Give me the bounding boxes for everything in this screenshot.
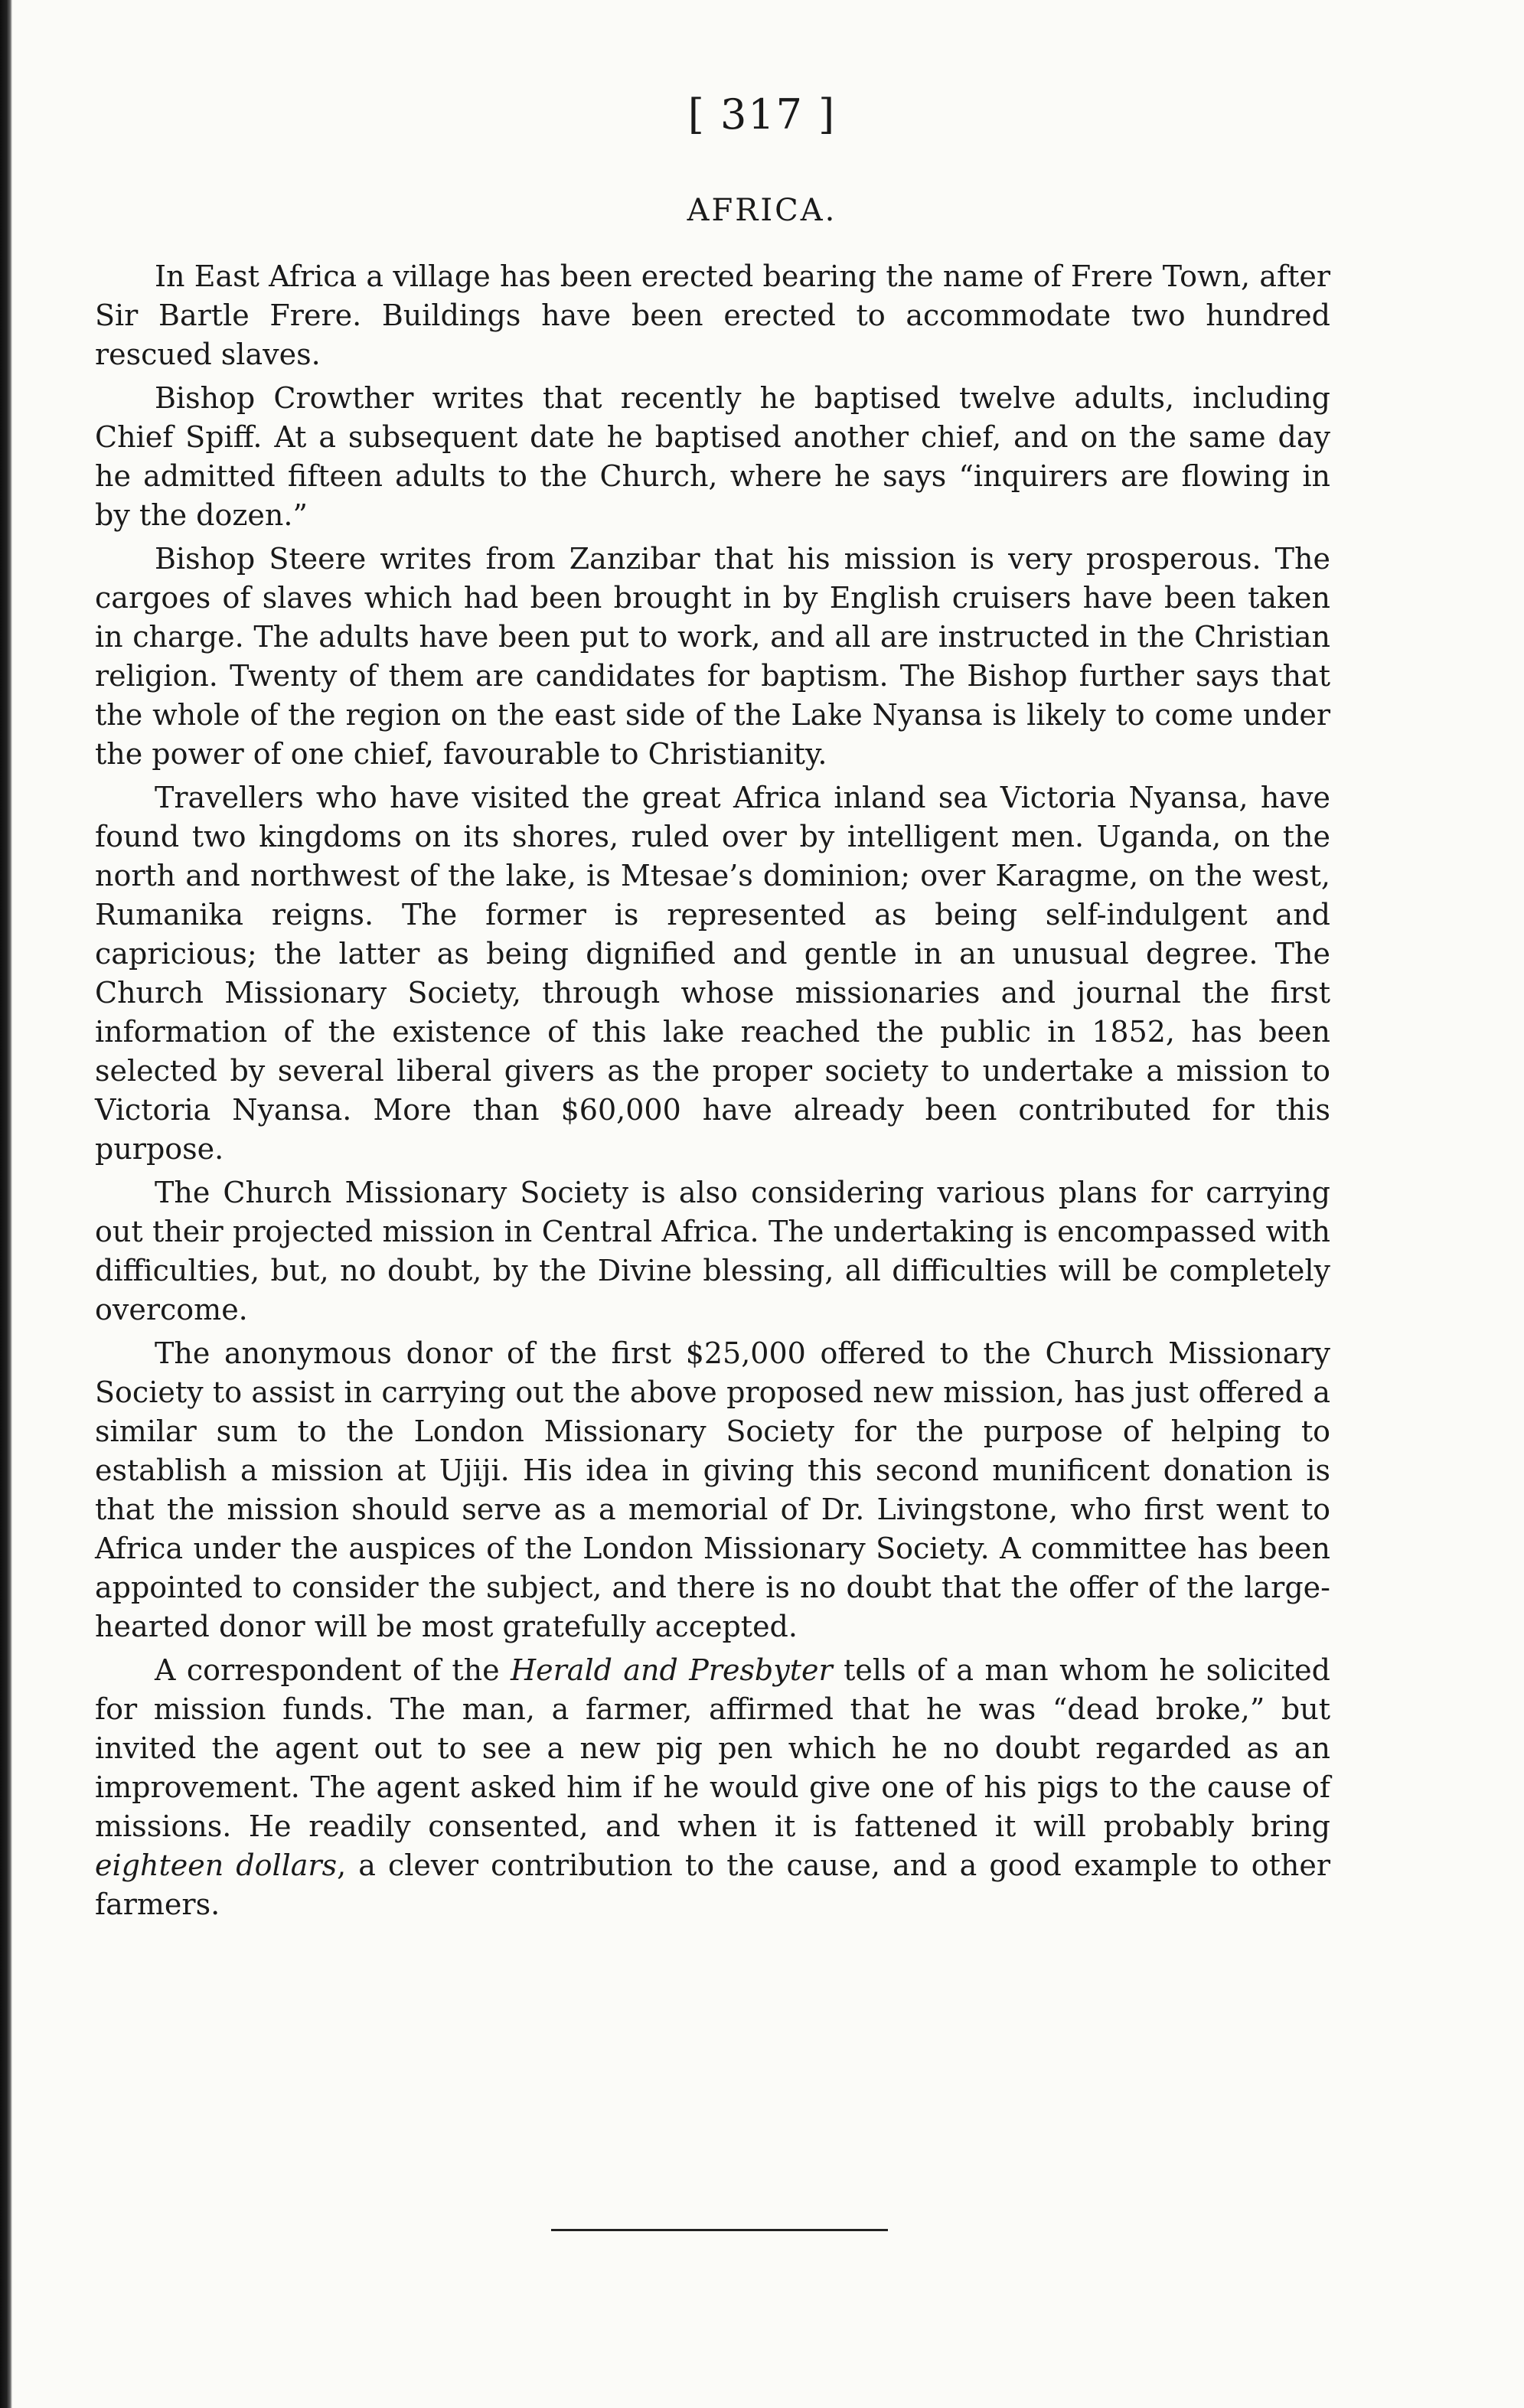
paragraph-frere-town: In East Africa a village has been erected bearing the name of Frere Town, after Sir Bartle Frere. Buildings have been erected to accommodate two hundred rescued slaves. (95, 259, 1330, 371)
journal-title: Herald and Presbyter (511, 1653, 833, 1687)
text-segment: , a clever contribution to the cause, and a good example to other farmers. (95, 1848, 1330, 1921)
text-segment: A correspondent of the (155, 1653, 511, 1687)
article-body (95, 257, 1330, 1924)
paragraph-central-africa-mission: The Church Missionary Society is also considering various plans for carrying out their projected mission in Central Africa. The undertaking is encompassed with difficulties, but, no doubt, by the Divine blessing, all difficulties will be completely overcome. (95, 1176, 1330, 1326)
paragraph-victoria-nyansa: Travellers who have visited the great Africa inland sea Victoria Nyansa, have found two kingdoms on its shores, ruled over by intelligent men. Uganda, on the north and northwest of the lake, is Mtesae’s dominion; over Karagme, on the west, Rumanika reigns. The former is represented as being self-indulgent and capricious; the latter as being dignified and gentle in an unusual degree. The Church Missionary Society, through whose missionaries and journal the first information of the existence of this lake reached the public in 1852, has been selected by several liberal givers as the proper society to undertake a mission to Victoria Nyansa. More than $60,000 have already been contributed for this purpose. (95, 781, 1330, 1166)
paragraph-pig-contribution (95, 1651, 1330, 1924)
section-title: AFRICA. (687, 193, 837, 228)
paragraph-anonymous-donor: The anonymous donor of the first $25,000 offered to the Church Missionary Society to assist in carrying out the above proposed new mission, has just offered a similar sum to the London Missionary Society for the purpose of helping to establish a mission at Ujiji. His idea in giving this second munificent donation is that the mission should serve as a memorial of Dr. Livingstone, who first went to Africa under the auspices of the London Missionary Society. A committee has been appointed to consider the subject, and there is no doubt that the offer of the large-hearted donor will be most gratefully accepted. (95, 1336, 1330, 1643)
emphasized-amount: eighteen dollars (95, 1848, 338, 1882)
paragraph-bishop-crowther: Bishop Crowther writes that recently he baptised twelve adults, including Chief Spiff. At a subsequent date he baptised another chief, and on the same day he admitted fifteen adults to the Church, where he says “inquirers are flowing in by the dozen.” (95, 381, 1330, 532)
text-segment: tells of a man whom he solicited for mission funds. The man, a farmer, affirmed that he was “dead broke,” but invited the agent out to see a new pig pen which he no doubt regarded as an improvement. The agent asked him if he would give one of his pigs to the cause of missions. He readily consented, and when it is fattened it will probably bring (95, 1653, 1330, 1843)
page-number: [ 317 ] (687, 90, 837, 139)
paragraph-bishop-steere: Bishop Steere writes from Zanzibar that his mission is very prosperous. The cargoes of slaves which had been brought in by English cruisers have been taken in charge. The adults have been put to work, and all are instructed in the Christian religion. Twenty of them are candidates for baptism. The Bishop further says that the whole of the region on the east side of the Lake Nyansa is likely to come under the power of one chief, favourable to Christianity. (95, 542, 1330, 771)
book-spine-edge (0, 0, 12, 2408)
section-divider-rule (551, 2229, 888, 2231)
